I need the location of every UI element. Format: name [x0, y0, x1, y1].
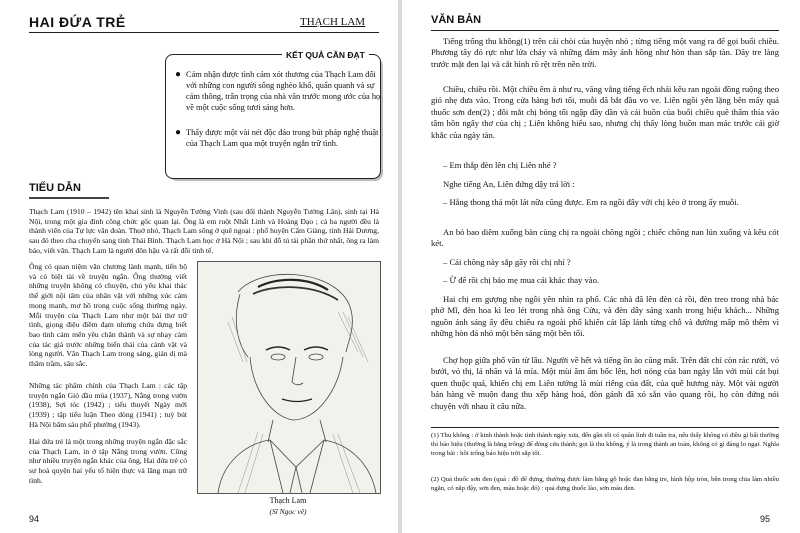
result-heading: KẾT QUẢ CẦN ĐẠT: [282, 50, 369, 60]
works-paragraph: Những tác phẩm chính của Thạch Lam : các tập truyện ngắn Gió đầu mùa (1937), Nắng trong vườn (1938), Sợi tóc (1942) ; tiểu thuyết Ngày mới (1939) ; tập tiểu luận Theo dòng (1941) ; tuỳ bút Hà Nội băm sáu phố phường (1943).: [29, 381, 187, 429]
story-intro-paragraph: Hai đứa trẻ là một trong những truyện ngắn đặc sắc của Thạch Lam, in ở tập Nắng trong vườn. Cũng như nhiều truyện ngắn khác của ông, Hai đứa trẻ có sự hoà quyện hai yếu tố hiện thực và lãng mạn trữ tình.: [29, 437, 187, 485]
dialogue-line: – Em thắp đèn lên chị Liên nhé ?: [443, 160, 557, 170]
bio-paragraph: Ông có quan niệm văn chương lành mạnh, tiến bộ và có biệt tài về truyện ngắn. Ông thường viết những truyện không có chuyện, chủ yếu khai thác thế giới nội tâm của nhân vật với những xúc cảm mong manh, mơ hồ trong cuộc sống thường ngày. Mỗi truyện của Thạch Lam như một bài thơ trữ tình, giọng điệu điềm đạm nhưng chứa đựng biết bao tình cảm mến yêu chân thành và sự nhạy cảm của tác giả trước những biến thái của cảnh vật và lòng người. Văn Thạch Lam trong sáng, giản dị mà thâm trầm, sâu sắc.: [29, 262, 187, 369]
portrait-drawing: [198, 262, 380, 493]
text-paragraph: An bỏ bao diêm xuống bàn cùng chị ra ngoài chõng ngồi ; chiếc chõng nan lún xuống và kêu cót két.: [431, 227, 779, 249]
left-page: [0, 0, 398, 533]
running-title: HAI ĐỨA TRẺ: [29, 14, 126, 30]
text-paragraph: Tiếng trống thu không(1) trên cái chòi của huyện nhỏ ; từng tiếng một vang ra để gọi buổi chiều. Phương tây đỏ rực như lửa cháy và những đám mây ánh hồng như hòn than sắp tàn. Dãy tre làng trước mặt đen lại và cắt hình rõ rệt trên nền trời.: [431, 36, 779, 69]
bullet-icon: ●: [175, 127, 182, 138]
page-number-left: 94: [29, 514, 40, 524]
footnote: (2) Quả thuốc sơn đen (quả : đồ để đựng, thường được làm bằng gỗ hoặc đan bằng tre, hình hộp tròn, bên trong chia làm nhiều ngăn, có nắp đậy, sơn đen, màu hoặc đỏ) : quả đựng thuốc lào, sơn màu đen.: [431, 476, 779, 492]
result-item-text: Cảm nhận được tình cảm xót thương của Thạch Lam đối với những con người sống nghèo khổ, quẩn quanh và sự cảm thông, trân trọng của nhà văn trước mong ước của họ về một cuộc sống tươi sáng hơn.: [186, 70, 381, 112]
text-paragraph: Hai chị em gượng nhẹ ngồi yên nhìn ra phố. Các nhà đã lên đèn cả rồi, đèn treo trong nhà bác phở Mĩ, đèn hoa kì leo lét trong nhà ông Cửu, và đèn dây sáng xanh trong hiệu khách... Những nguồn ánh sáng ấy đều chiếu ra ngoài phố khiến cát lấp lánh từng chỗ và đường mấp mô thêm vì những hòn đá nhỏ một bên sáng một bên tối.: [431, 294, 779, 339]
section-title-tieu-dan: TIỂU DẪN: [29, 182, 81, 194]
bio-paragraph: Thạch Lam (1910 – 1942) tên khai sinh là Nguyễn Tường Vinh (sau đổi thành Nguyễn Tường Lân), sinh tại Hà Nội, trong một gia đình công chức gốc quan lại. Ông là em ruột Nhất Linh và Hoàng Đạo ; cả ba người đều là thành viên của Tự lực văn đoàn. Thuở nhỏ, Thạch Lam sống ở quê ngoại : phố huyện Cẩm Giàng, tỉnh Hải Dương, sau đó theo cha chuyển sang tỉnh Thái Bình. Thạch Lam học ở Hà Nội ; sau khi đỗ tú tài phần thứ nhất, ông ra làm báo, viết văn. Thạch Lam là người đôn hậu và rất đỗi tinh tế.: [29, 207, 379, 255]
result-item: [175, 69, 382, 113]
footnote: (1) Thu không : ở kinh thành hoặc tỉnh thành ngày xưa, đến gần tối có quân lính đi tuần tra, nếu thấy không có điều gì bất thường thì báo hiệu (thường là bằng trống) để đóng cửa thành; gọi là thu không, ý là trong thành an toàn, không có gì đáng lo ngại. Nghĩa trong bài : hồi trống báo hiệu trời sắp tối.: [431, 432, 779, 457]
dialogue-line: – Ừ để rồi chị bảo mẹ mua cái khác thay vào.: [443, 275, 600, 285]
portrait-credit: (Sĩ Ngọc vẽ): [269, 507, 307, 516]
section-rule: [431, 30, 779, 31]
running-author: THẠCH LAM: [300, 16, 366, 28]
right-page: [402, 0, 800, 533]
portrait-caption: Thạch Lam: [269, 496, 307, 505]
text-paragraph: Chợ họp giữa phố vãn từ lâu. Người về hết và tiếng ồn ào cũng mất. Trên đất chỉ còn rác rưởi, vỏ bưởi, vỏ thị, lá nhãn và lá mía. Một mùi âm ẩm bốc lên, hơi nóng của ban ngày lẫn với mùi cát bụi quen thuộc quá, khiến chị em Liên tưởng là mùi riêng của đất, của quê hương này. Một vài người bán hàng về muộn đang thu xếp hàng hoá, đòn gánh đã xỏ sẵn vào quang rồi, họ còn đứng nói chuyện với nhau ít câu nữa.: [431, 355, 779, 411]
section-rule: [29, 197, 109, 199]
result-item-text: Thấy được một vài nét độc đáo trong bút pháp nghệ thuật của Thạch Lam qua một truyện ngắn trữ tình.: [186, 128, 379, 148]
page-number-right: 95: [760, 514, 771, 524]
dialogue-line: – Hẵng thong thả một lát nữa cũng được. Em ra ngồi đây với chị kẻo ở trong ấy muỗi.: [443, 197, 739, 207]
portrait-sketch: [197, 261, 381, 494]
footnote-rule: [431, 427, 779, 428]
dialogue-line: – Cái chõng này sắp gãy rồi chị nhỉ ?: [443, 257, 571, 267]
title-rule: [29, 32, 379, 33]
text-paragraph: Nghe tiếng An, Liên đứng dậy trả lời :: [443, 179, 575, 189]
text-paragraph: Chiều, chiều rồi. Một chiều êm ả như ru, văng vẳng tiếng ếch nhái kêu ran ngoài đồng ruộng theo gió nhẹ đưa vào. Trong cửa hàng hơi tối, muỗi đã bắt đầu vo ve. Liên ngồi yên lặng bên mấy quả thuốc sơn đen(2) ; đôi mắt chị bóng tối ngập đầy dần và cái buồn của buổi chiều quê thấm thía vào tâm hồn ngây thơ của chị ; Liên không hiểu sao, nhưng chị thấy lòng buồn man mác trước cái giờ khắc của ngày tàn.: [431, 84, 779, 140]
section-title-van-ban: VĂN BẢN: [431, 14, 482, 26]
bullet-icon: ●: [175, 69, 182, 80]
result-item: [175, 127, 382, 149]
